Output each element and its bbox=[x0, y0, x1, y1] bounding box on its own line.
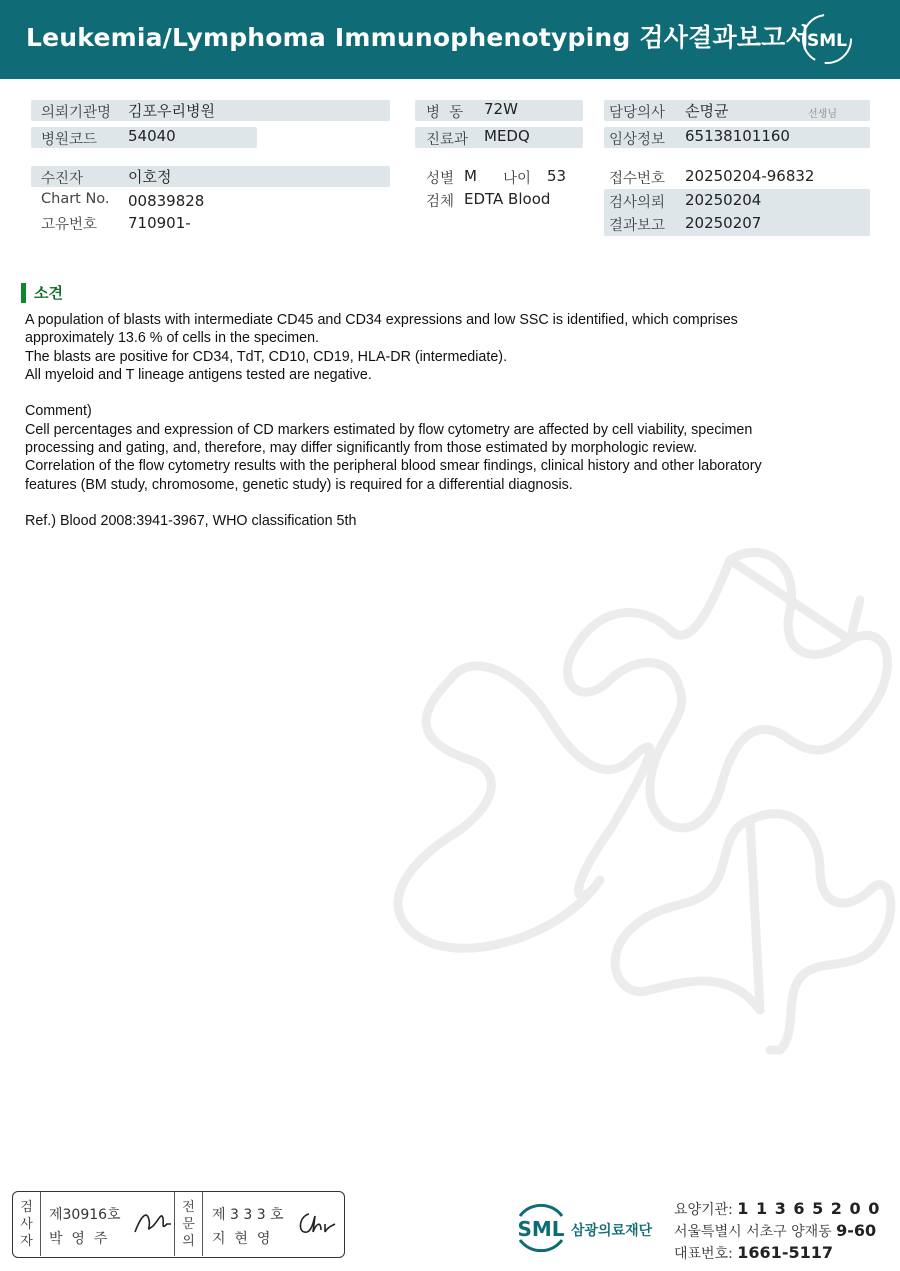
findings-text bbox=[25, 311, 845, 531]
report-date-value: 20250207 bbox=[685, 214, 762, 232]
comment-line: Cell percentages and expression of CD markers estimated by flow cytometry are affected by cell viability, specimen bbox=[25, 421, 753, 438]
ward-value: 72W bbox=[484, 100, 518, 118]
hospital-code-label: 병원코드 bbox=[41, 132, 98, 148]
findings-line: approximately 13.6 % of cells in the specimen. bbox=[25, 330, 320, 347]
age-label: 나이 bbox=[503, 171, 532, 187]
patient-label: 수진자 bbox=[41, 171, 84, 187]
dept-value: MEDQ bbox=[484, 127, 530, 145]
report-date-label: 결과보고 bbox=[609, 218, 666, 234]
request-date-label: 검사의뢰 bbox=[609, 195, 666, 211]
footer-code bbox=[674, 1199, 880, 1219]
comment-line: Comment) bbox=[25, 403, 92, 420]
tester-number: 제30916호 bbox=[49, 1207, 121, 1223]
specialist-number: 제 3 3 3 호 bbox=[212, 1207, 284, 1223]
unique-no-label: 고유번호 bbox=[41, 217, 98, 233]
tester-name: 박 영 주 bbox=[49, 1231, 108, 1247]
comment-line: features (BM study, chromosome, genetic study) is required for a differential diagnosis. bbox=[25, 476, 573, 493]
chart-no-label: Chart No. bbox=[41, 191, 110, 207]
receipt-no-value: 20250204-96832 bbox=[685, 167, 815, 185]
signature-box bbox=[12, 1191, 345, 1258]
footer-address-text: 서울특별시 서초구 양재동 bbox=[674, 1224, 832, 1240]
institution-label: 의뢰기관명 bbox=[41, 105, 112, 121]
sex-label: 성별 bbox=[426, 171, 455, 187]
specimen-value: EDTA Blood bbox=[464, 190, 551, 208]
sml-logo-icon bbox=[800, 12, 854, 66]
ward-label: 병 동 bbox=[426, 105, 464, 121]
specialist-name: 지 현 영 bbox=[212, 1231, 271, 1247]
footer-sml-logo-icon bbox=[510, 1198, 572, 1258]
tester-signature-icon bbox=[131, 1206, 175, 1238]
footer-org-name: 삼광의료재단 bbox=[571, 1223, 653, 1239]
footer-logo-text: SML bbox=[517, 1217, 565, 1241]
comment-line: Correlation of the flow cytometry results with the peripheral blood smear findings, clinical history and other laboratory bbox=[25, 458, 762, 475]
footer-code-label: 요양기관: bbox=[674, 1202, 733, 1218]
comment-line: processing and gating, and, therefore, may differ significantly from those estimated by morphologic review. bbox=[25, 440, 698, 457]
doctor-value: 손명균 bbox=[685, 102, 729, 120]
unique-no-value: 710901- bbox=[128, 214, 191, 232]
footer-phone-value: 1661-5117 bbox=[737, 1243, 833, 1262]
receipt-no-label: 접수번호 bbox=[609, 171, 666, 187]
age-value: 53 bbox=[547, 167, 567, 185]
sex-value: M bbox=[464, 167, 477, 185]
doctor-suffix: 선생님 bbox=[808, 109, 837, 120]
header-logo-text: SML bbox=[807, 31, 847, 51]
report-title: Leukemia/Lymphoma Immunophenotyping 검사결과보고서 bbox=[26, 23, 810, 52]
reference-line: Ref.) Blood 2008:3941-3967, WHO classification 5th bbox=[25, 513, 357, 530]
clinical-info-label: 임상정보 bbox=[609, 132, 666, 148]
footer-address bbox=[674, 1221, 876, 1241]
watermark-cross-icon bbox=[350, 530, 900, 1060]
chart-no-value: 00839828 bbox=[128, 192, 205, 210]
report-header bbox=[0, 0, 900, 79]
findings-line: All myeloid and T lineage antigens tested are negative. bbox=[25, 366, 372, 383]
findings-line: A population of blasts with intermediate CD45 and CD34 expressions and low SSC is identified, which comprises bbox=[25, 312, 738, 328]
footer-address-num: 9-60 bbox=[836, 1221, 877, 1240]
institution-value: 김포우리병원 bbox=[128, 102, 215, 120]
findings-line: The blasts are positive for CD34, TdT, CD10, CD19, HLA-DR (intermediate). bbox=[25, 348, 508, 365]
footer-code-value: 1 1 3 6 5 2 0 0 bbox=[737, 1199, 881, 1218]
footer-phone-label: 대표번호: bbox=[674, 1246, 733, 1262]
tester-label: 검 사 자 bbox=[13, 1192, 41, 1256]
doctor-label: 담당의사 bbox=[609, 105, 666, 121]
clinical-info-value: 65138101160 bbox=[685, 127, 790, 145]
patient-value: 이호정 bbox=[128, 168, 172, 186]
dept-label: 진료과 bbox=[426, 132, 469, 148]
hospital-code-value: 54040 bbox=[128, 127, 176, 145]
footer-phone bbox=[674, 1243, 833, 1263]
field-bar bbox=[31, 166, 390, 187]
specialist-label: 전 문 의 bbox=[175, 1192, 203, 1256]
specialist-signature-icon bbox=[293, 1206, 337, 1238]
findings-title: 소견 bbox=[21, 283, 63, 303]
specimen-label: 검체 bbox=[426, 194, 455, 210]
request-date-value: 20250204 bbox=[685, 191, 762, 209]
